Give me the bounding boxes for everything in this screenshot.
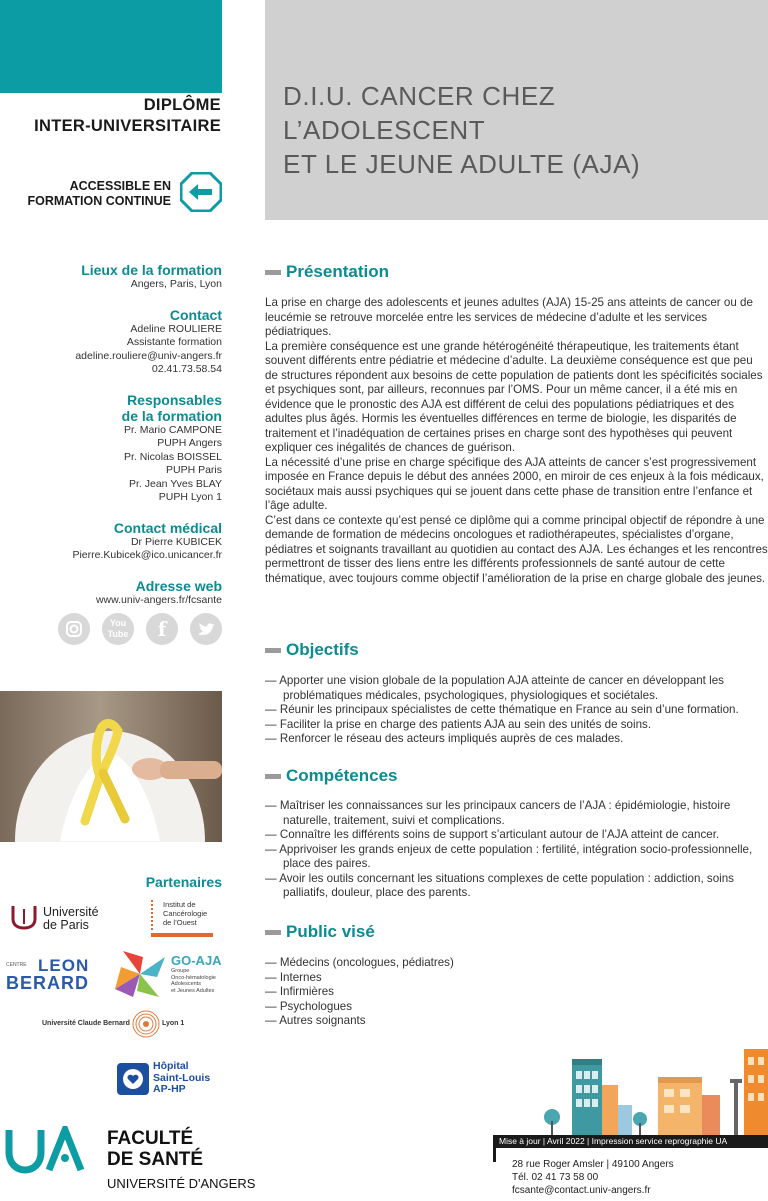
- leon-word: LEON: [38, 956, 90, 975]
- address-street: 28 rue Roger Amsler | 49100 Angers: [512, 1159, 674, 1170]
- list-item: — Psychologues: [265, 1000, 768, 1015]
- diploma-heading: [0, 95, 221, 137]
- berard-word: BERARD: [6, 973, 90, 993]
- responsables-title-1: Responsables: [127, 391, 222, 408]
- competences-list: [265, 799, 768, 901]
- awareness-ribbon-photo: [0, 691, 222, 842]
- list-item: — Infirmières: [265, 985, 768, 1000]
- u-paris-emblem-icon: [10, 904, 38, 930]
- instagram-icon[interactable]: [58, 613, 90, 645]
- presentation-title: Présentation: [286, 262, 389, 281]
- lyon1-suffix: Lyon 1: [162, 1020, 185, 1027]
- medical-contact-section: [0, 520, 222, 563]
- diploma-line-2: INTER-UNIVERSITAIRE: [34, 117, 221, 135]
- contact-phone: 02.41.73.58.54: [151, 363, 222, 375]
- ico-line-3: de l’Ouest: [163, 918, 197, 927]
- list-item: — Autres soignants: [265, 1014, 768, 1029]
- lyon1-emblem-icon: [131, 1009, 161, 1039]
- hopital-line-3: AP-HP: [153, 1083, 186, 1095]
- responsable-name: Pr. Mario CAMPONE: [123, 423, 222, 436]
- title-line-1: D.I.U. CANCER CHEZ L’ADOLESCENT: [283, 81, 556, 145]
- continuing-education-arrow-icon: [180, 172, 222, 212]
- city-illustration: [540, 1045, 768, 1135]
- section-bar: [265, 648, 281, 653]
- public-list: [265, 956, 768, 1029]
- go-aja-word: GO-AJA: [171, 953, 222, 968]
- ico-mark-icon: [151, 900, 159, 930]
- objectifs-list: [265, 674, 768, 747]
- lyon1-name: Université Claude Bernard: [42, 1020, 130, 1027]
- responsable-role: PUPH Angers: [157, 437, 222, 449]
- public-title: Public visé: [286, 922, 375, 941]
- web-section: [0, 578, 222, 608]
- u-paris-line-2: de Paris: [43, 918, 89, 932]
- list-item: — Maîtriser les connaissances sur les principaux cancers de l’AJA : épidémiologie, histoire naturelle, traitement, suivi et complications.: [265, 799, 768, 828]
- public-heading: [265, 922, 375, 942]
- responsables-section: [0, 392, 222, 505]
- responsable-role: PUPH Lyon 1: [158, 491, 222, 503]
- update-banner: Mise à jour | Avril 2022 | Impression service reprographie UA: [493, 1135, 768, 1148]
- partners-title: Partenaires: [145, 874, 222, 890]
- lieux-title: Lieux de la formation: [81, 262, 222, 278]
- title-line-2: ET LE JEUNE ADULTE (AJA): [283, 149, 641, 179]
- contact-title: Contact: [169, 306, 222, 323]
- contact-role: Assistante formation: [126, 336, 222, 348]
- twitter-icon[interactable]: [190, 613, 222, 645]
- go-aja-emblem-icon: [113, 949, 167, 999]
- ico-underline: [151, 933, 213, 937]
- accessible-label: [10, 179, 171, 209]
- footer-tick: [493, 1148, 496, 1162]
- responsable-role: PUPH Paris: [165, 464, 222, 476]
- page-title: [283, 79, 763, 181]
- go-aja-line-4: et Jeunes Adultes: [171, 987, 215, 994]
- address-block: [512, 1158, 674, 1197]
- web-title: Adresse web: [135, 577, 222, 594]
- contact-section: [0, 307, 222, 377]
- medical-contact-title: Contact médical: [113, 519, 222, 536]
- sidebar: [0, 262, 222, 616]
- hopital-line-2: Saint-Louis: [153, 1071, 211, 1084]
- medical-contact-email-link[interactable]: Pierre.Kubicek@ico.unicancer.fr: [72, 549, 222, 561]
- section-bar: [265, 270, 281, 275]
- competences-heading: [265, 766, 397, 786]
- contact-name: Adeline ROULIERE: [130, 322, 222, 335]
- ua-monogram-icon: [5, 1126, 95, 1174]
- faculte-line-2: DE SANTÉ: [107, 1149, 204, 1170]
- ico-line-1: Institut de: [163, 900, 196, 909]
- leon-small-text: CENTRE: [6, 962, 27, 968]
- presentation-body: [265, 296, 768, 586]
- contact-email-link[interactable]: adeline.rouliere@univ-angers.fr: [75, 349, 222, 362]
- list-item: — Réunir les principaux spécialistes de cette thématique en France au sein d’une formation.: [265, 703, 768, 718]
- address-email-link[interactable]: fcsante@contact.univ-angers.fr: [512, 1185, 651, 1196]
- web-link[interactable]: www.univ-angers.fr/fcsante: [95, 593, 222, 606]
- header-teal-block: [0, 0, 222, 93]
- list-item: — Renforcer le réseau des acteurs impliqués auprès de ces malades.: [265, 732, 768, 747]
- instagram-glyph-icon: [58, 613, 90, 645]
- competences-title: Compétences: [286, 766, 398, 785]
- objectifs-title: Objectifs: [286, 640, 359, 659]
- faculte-line-1: FACULTÉ: [107, 1128, 194, 1149]
- accessible-line-1: ACCESSIBLE EN: [69, 179, 171, 193]
- presentation-paragraph: La prise en charge des adolescents et jeunes adultes (AJA) 15-25 ans atteints de cancer ou de leucémie se retrouve morcelée entre les services de médecine d’adulte et les services pédiatriques.: [265, 296, 753, 338]
- lieux-value: Angers, Paris, Lyon: [130, 278, 222, 290]
- objectifs-heading: [265, 640, 359, 660]
- responsables-title-2: de la formation: [121, 407, 222, 424]
- go-aja-line-1: Groupe: [171, 968, 190, 974]
- lieux-section: [0, 262, 222, 292]
- list-item: — Avoir les outils concernant les situations complexes de cette population : addiction, soins palliatifs, douleur, place des parents.: [265, 872, 768, 901]
- aphp-emblem-icon: [117, 1063, 149, 1095]
- ico-line-2: Cancérologie: [163, 909, 208, 918]
- go-aja-line-3: Adolescents: [171, 981, 201, 987]
- responsable-name: Pr. Jean Yves BLAY: [128, 477, 222, 490]
- youtube-icon[interactable]: You Tube: [102, 613, 134, 645]
- u-paris-line-1: Université: [43, 905, 99, 919]
- accessible-line-2: FORMATION CONTINUE: [27, 194, 171, 208]
- list-item: — Faciliter la prise en charge des patients AJA au sein des unités de soins.: [265, 718, 768, 733]
- address-phone: Tél. 02 41 73 58 00: [512, 1172, 599, 1183]
- section-bar: [265, 930, 281, 935]
- hopital-line-1: Hôpital: [153, 1060, 189, 1072]
- list-item: — Médecins (oncologues, pédiatres): [265, 956, 768, 971]
- list-item: — Apporter une vision globale de la population AJA atteinte de cancer en développant les problématiques médicales, psychologiques, physiologiques et sociétales.: [265, 674, 768, 703]
- twitter-bird-icon: [190, 613, 222, 645]
- go-aja-line-2: Onco-hématologie: [171, 974, 216, 981]
- list-item: — Internes: [265, 971, 768, 986]
- section-bar: [265, 774, 281, 779]
- universite-angers-label: UNIVERSITÉ D'ANGERS: [107, 1176, 256, 1191]
- presentation-heading: [265, 262, 389, 282]
- list-item: — Apprivoiser les grands enjeux de cette population : fertilité, intégration socio-professionnelle, place des paires.: [265, 843, 768, 872]
- presentation-paragraph: La nécessité d’une prise en charge spécifique des AJA atteints de cancer s’est progressivement imposée en France depuis le début des années 2000, en miroir de ces enjeux à la fois médicaux, sociétaux mais aussi psychiques qui se jouent dans cette phase de transition entre l’enfance et l’âge adulte.: [265, 455, 764, 512]
- presentation-paragraph: C’est dans ce contexte qu’est pensé ce diplôme qui a comme principal objectif de répondre à une demande de formation de médecins oncologues et radiothérapeutes, spécialistes d’organe, pédiatres et soignants travaillant au quotidien au contact des AJA. Les échanges et les rencontres permettront de tisser des liens entre les différents professionnels de santé autour de cette thématique, avec toujours comme objectif l’amélioration de la prise en charge globale des jeunes.: [265, 513, 768, 585]
- list-item: — Connaître les différents soins de support s’articulant autour de l’AJA atteint de cancer.: [265, 828, 768, 843]
- diploma-line-1: DIPLÔME: [143, 96, 221, 114]
- aphp-heart-icon: [117, 1063, 149, 1095]
- facebook-icon[interactable]: f: [146, 613, 178, 645]
- medical-contact-name: Dr Pierre KUBICEK: [130, 535, 222, 548]
- photo-illustration: [0, 691, 222, 842]
- presentation-paragraph: La première conséquence est une grande hétérogénéité thérapeutique, les traitements étant souvent différents entre pédiatrie et médecine d’adulte. La deuxième conséquence est que peu de structures répondent aux besoins de cette population de patients dont les spécificités sociales et psychiques sont, par ailleurs, reconnues par l’OMS. Pour un même cancer, il a été mis en évidence que le pronostic des AJA est différent de celui des populations pédiatriques et des adultes plus âgés. Hormis les éventuelles différences en terme de biologie, les disparités de traitement et l’inadéquation de certaines prises en charge sont des hypothèses qui peuvent expliquer ces inégalités de chances de guérison.: [265, 339, 763, 454]
- responsable-name: Pr. Nicolas BOISSEL: [123, 450, 222, 463]
